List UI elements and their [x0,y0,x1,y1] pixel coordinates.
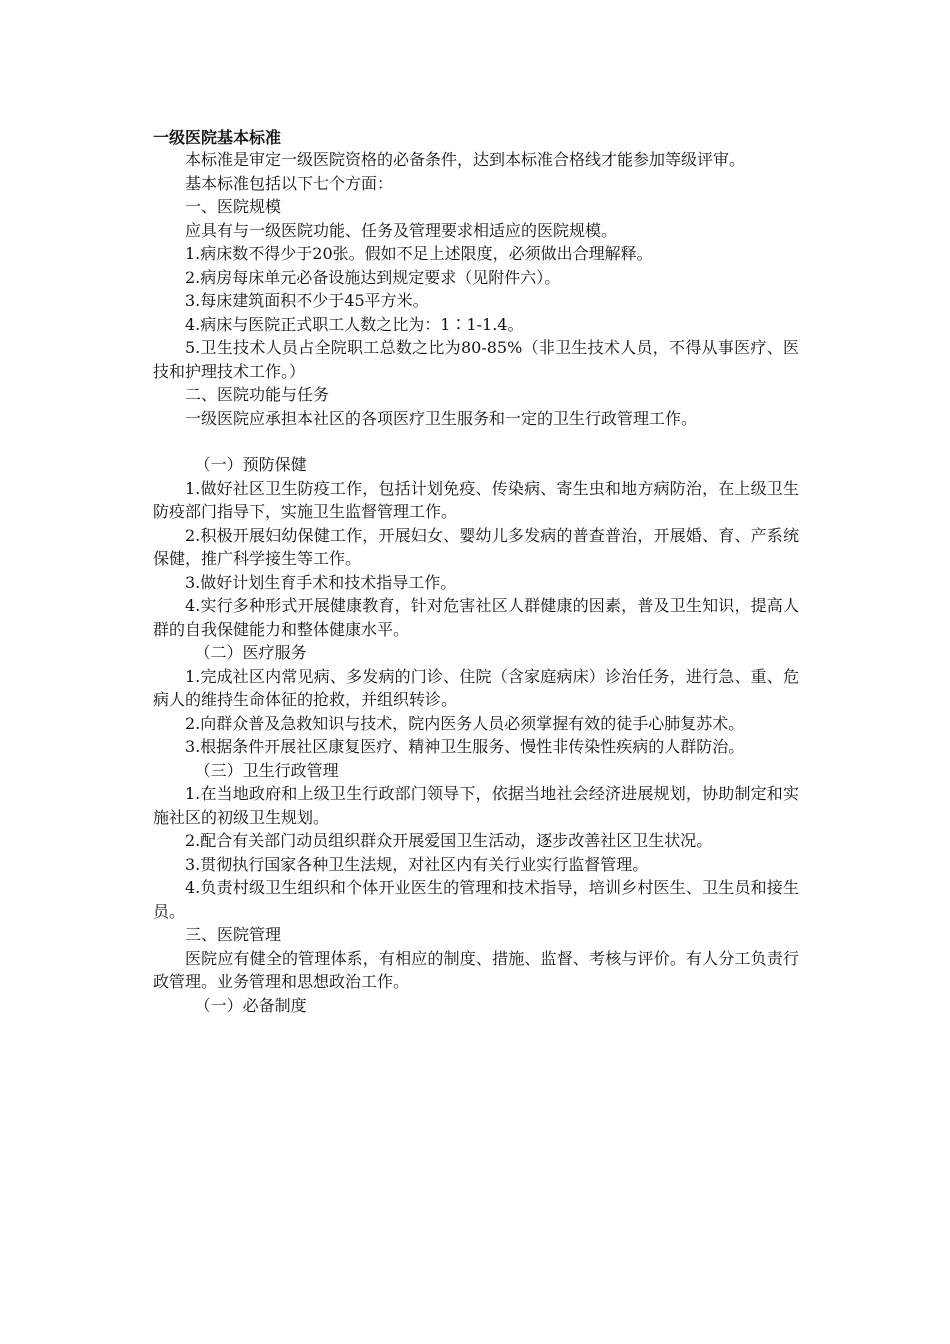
paragraph: （一）预防保健 [194,455,307,474]
paragraph: 一级医院应承担本社区的各项医疗卫生服务和一定的卫生行政管理工作。 [185,408,698,428]
paragraph: （三）卫生行政管理 [194,760,339,780]
paragraph: 一、医院规模 [185,197,282,216]
paragraph: 3.每床建筑面积不少于45平方米。 [185,291,429,310]
document-title: 一级医院基本标准 [153,128,282,147]
paragraph: 3.根据条件开展社区康复医疗、精神卫生服务、慢性非传染性疾病的人群防治。 [185,737,745,756]
paragraph: 1.在当地政府和上级卫生行政部门领导下，依据当地社会经济进展规划，协助制定和实施社区的初级卫生规划。 [153,784,799,827]
paragraph: 二、医院功能与任务 [185,385,330,404]
paragraph: 1.做好社区卫生防疫工作，包括计划免疫、传染病、寄生虫和地方病防治，在上级卫生防疫部门指导下，实施卫生监督管理工作。 [153,478,799,521]
paragraph: 2.积极开展妇幼保健工作，开展妇女、婴幼儿多发病的普查普治，开展婚、育、产系统保健，推广科学接生等工作。 [153,525,799,568]
paragraph: （一）必备制度 [194,995,307,1015]
paragraph: 1.病床数不得少于20张。假如不足上述限度，必须做出合理解释。 [185,244,653,263]
paragraph: 本标准是审定一级医院资格的必备条件，达到本标准合格线才能参加等级评审。 [185,150,746,169]
paragraph: 医院应有健全的管理体系，有相应的制度、措施、监督、考核与评价。有人分工负责行政管理。业务管理和思想政治工作。 [153,948,799,991]
paragraph: 三、医院管理 [185,925,282,944]
paragraph: 3.贯彻执行国家各种卫生法规，对社区内有关行业实行监督管理。 [185,854,649,874]
paragraph: 4.病床与医院正式职工人数之比为：1∶1-1.4。 [185,314,524,334]
paragraph: 5.卫生技术人员占全院职工总数之比为80-85%（非卫生技术人员，不得从事医疗、医技和护理技术工作。） [153,338,799,381]
document-body [153,128,799,1017]
paragraph: 1.完成社区内常见病、多发病的门诊、住院（含家庭病床）诊治任务，进行急、重、危病人的维持生命体征的抢救，并组织转诊。 [153,666,799,709]
paragraph: 4.实行多种形式开展健康教育，针对危害社区人群健康的因素，普及卫生知识，提高人群的自我保健能力和整体健康水平。 [153,596,799,639]
paragraph: （二）医疗服务 [194,643,307,662]
paragraph: 基本标准包括以下七个方面： [185,173,394,193]
paragraph: 2.配合有关部门动员组织群众开展爱国卫生活动，逐步改善社区卫生状况。 [185,831,713,850]
paragraph: 4.负责村级卫生组织和个体开业医生的管理和技术指导，培训乡村医生、卫生员和接生员。 [153,878,799,921]
paragraph: 3.做好计划生育手术和技术指导工作。 [185,572,457,592]
paragraph: 应具有与一级医院功能、任务及管理要求相适应的医院规模。 [185,220,618,240]
paragraph-list [153,148,799,1017]
paragraph: 2.向群众普及急救知识与技术，院内医务人员必须掌握有效的徒手心肺复苏术。 [185,713,745,733]
paragraph: 2.病房每床单元必备设施达到规定要求（见附件六）。 [185,267,561,287]
